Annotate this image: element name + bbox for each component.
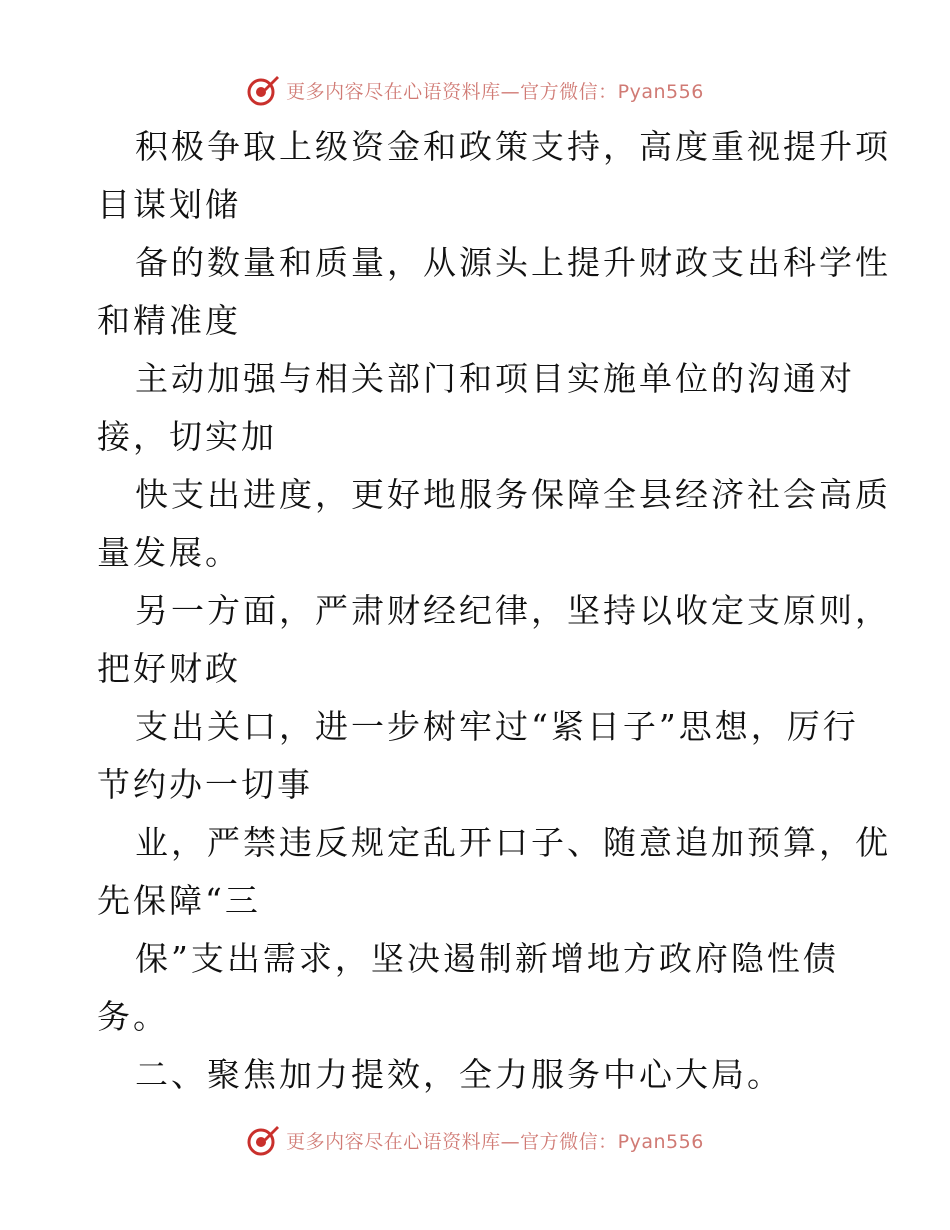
watermark-text: 更多内容尽在心语资料库—官方微信：Pyan556 [286, 1130, 704, 1153]
text-line: 接，切实加 [97, 417, 277, 456]
text-line: 先保障“三 [97, 881, 261, 920]
document-body [97, 118, 891, 1104]
text-line: 量发展。 [97, 533, 241, 572]
text-line: 备的数量和质量，从源头上提升财政支出科学性 [135, 243, 891, 282]
text-line: 另一方面，严肃财经纪律，坚持以收定支原则， [135, 591, 891, 630]
text-line: 快支出进度，更好地服务保障全县经济社会高质 [135, 475, 891, 514]
text-line: 二、聚焦加力提效，全力服务中心大局。 [135, 1055, 783, 1094]
text-line: 保”支出需求，坚决遏制新增地方政府隐性债 [135, 939, 839, 978]
text-line: 业，严禁违反规定乱开口子、随意追加预算，优 [135, 823, 891, 862]
text-line: 积极争取上级资金和政策支持，高度重视提升项 [135, 127, 891, 166]
watermark-text: 更多内容尽在心语资料库—官方微信：Pyan556 [286, 80, 704, 103]
text-line: 和精准度 [97, 301, 241, 340]
text-line: 节约办一切事 [97, 765, 313, 804]
text-line: 目谋划储 [97, 185, 241, 224]
text-line: 务。 [97, 997, 169, 1036]
brush-logo-icon [246, 1123, 280, 1157]
text-line: 支出关口，进一步树牢过“紧日子”思想，厉行 [135, 707, 859, 746]
header-watermark [0, 70, 950, 110]
text-line: 把好财政 [97, 649, 241, 688]
text-line: 主动加强与相关部门和项目实施单位的沟通对 [135, 359, 855, 398]
brush-logo-icon [246, 73, 280, 107]
footer-watermark [0, 1120, 950, 1160]
